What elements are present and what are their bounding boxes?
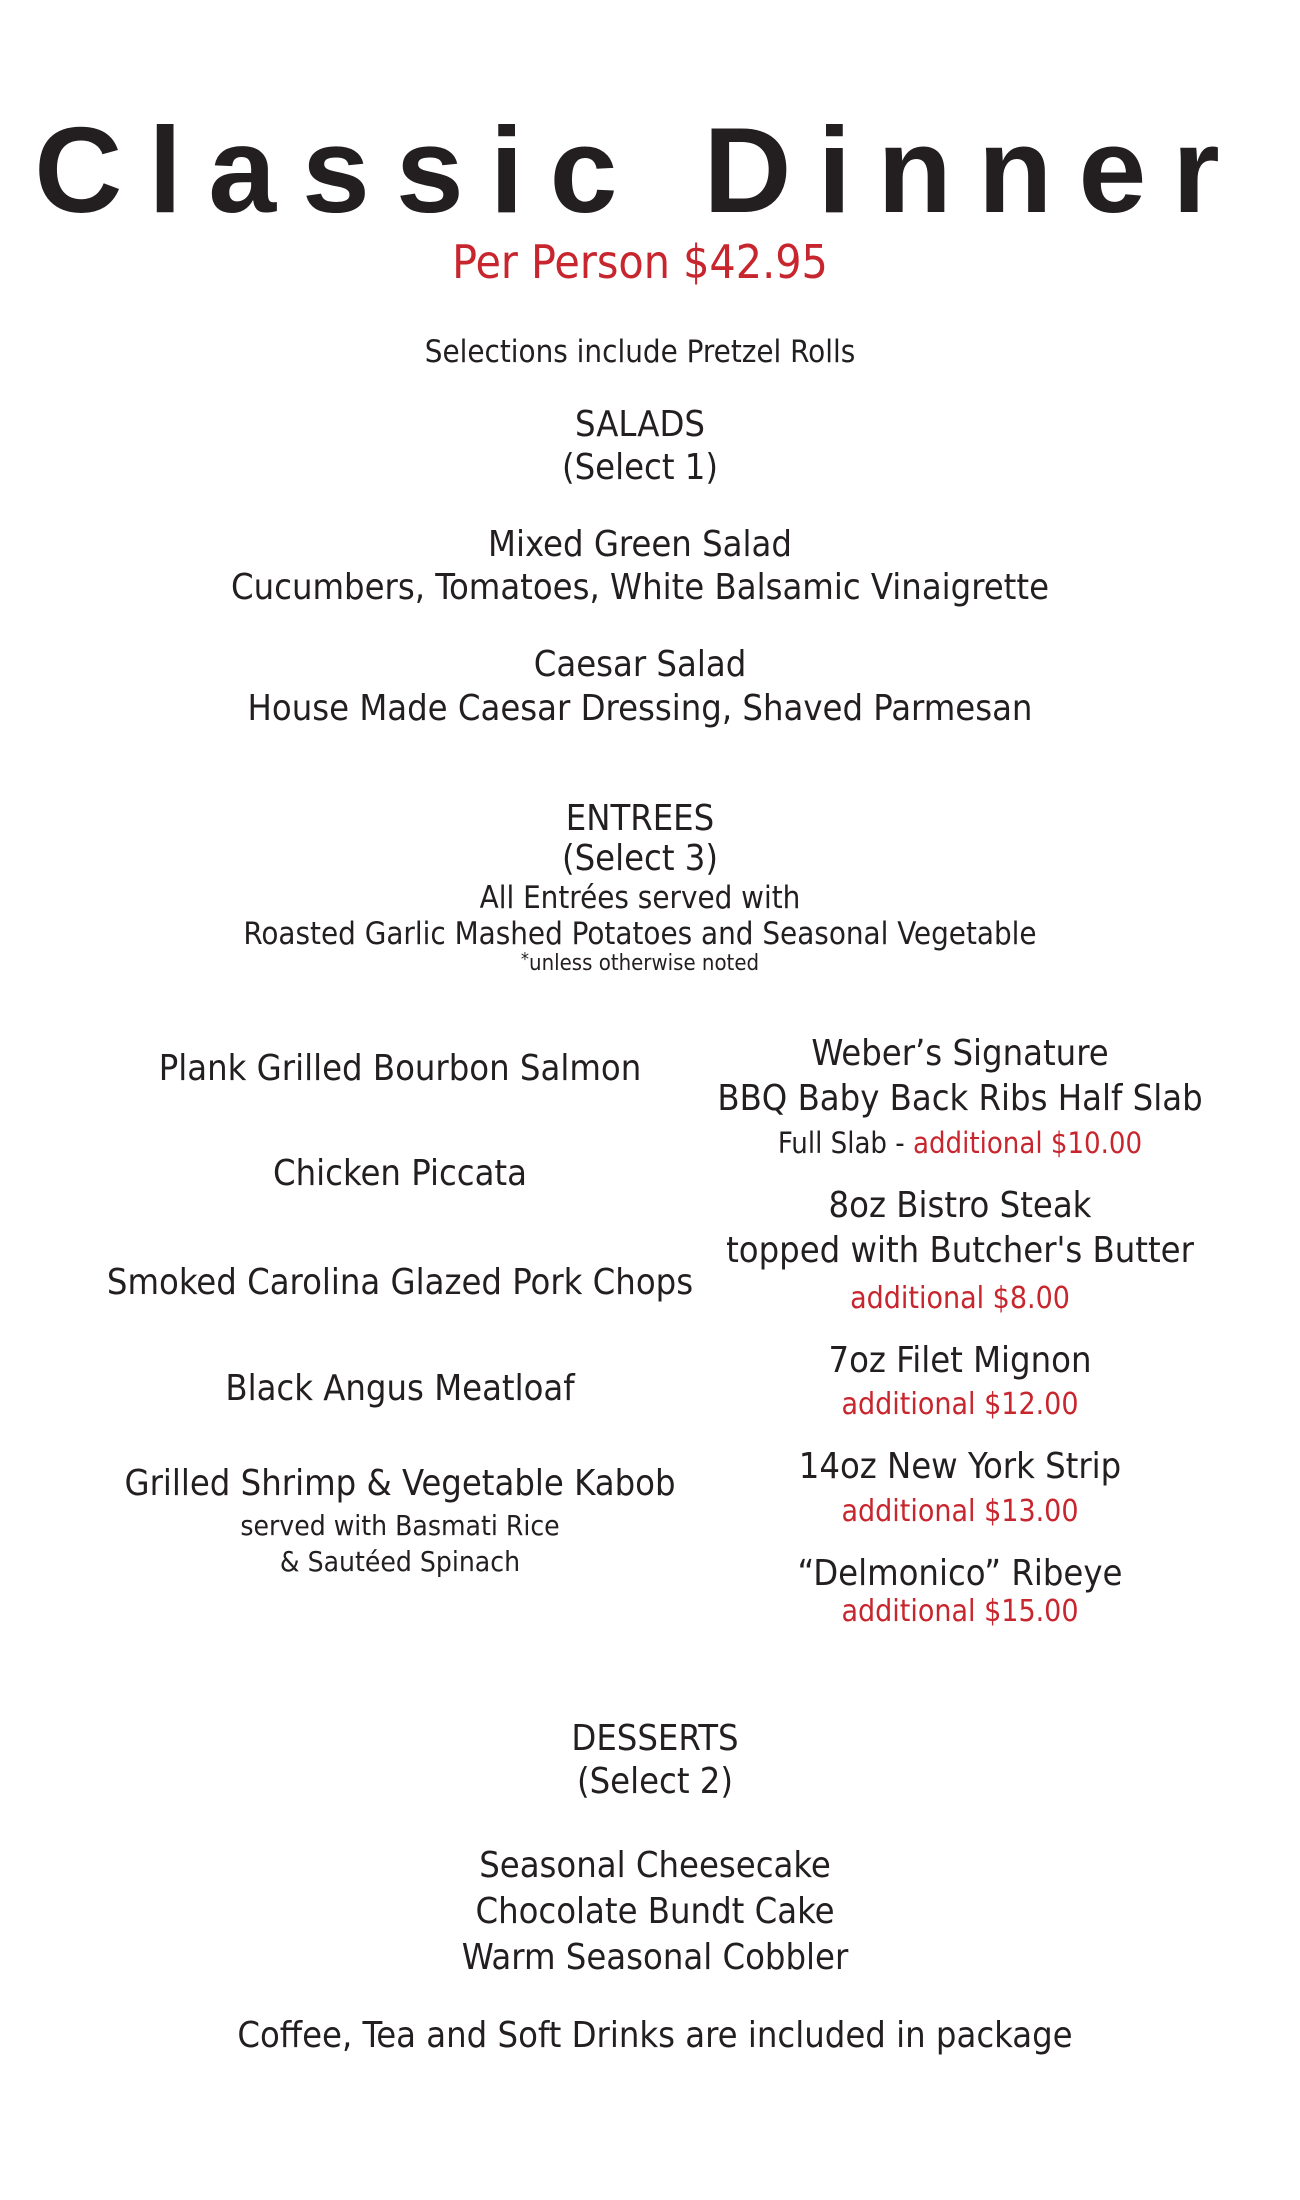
price-per-person: Per Person $42.95 bbox=[452, 235, 828, 289]
upgrade-price: additional $15.00 bbox=[841, 1594, 1079, 1629]
entree-item-line2: topped with Butcher's Butter bbox=[726, 1230, 1194, 1271]
entrees-heading: ENTREES bbox=[565, 798, 715, 839]
dessert-item: Warm Seasonal Cobbler bbox=[461, 1937, 849, 1978]
salad-name: Caesar Salad bbox=[533, 644, 747, 685]
entree-item: “Delmonico” Ribeye bbox=[797, 1553, 1123, 1594]
entree-item: Plank Grilled Bourbon Salmon bbox=[158, 1048, 642, 1089]
dessert-item: Seasonal Cheesecake bbox=[479, 1845, 831, 1886]
entree-item: 7oz Filet Mignon bbox=[828, 1340, 1092, 1381]
upgrade-price: additional $13.00 bbox=[841, 1494, 1079, 1529]
entrees-note-line1: All Entrées served with bbox=[479, 880, 801, 916]
entree-item: Black Angus Meatloaf bbox=[225, 1368, 575, 1409]
entrees-footnote bbox=[0, 951, 1280, 976]
entrees-note-line2: Roasted Garlic Mashed Potatoes and Seasonal Vegetable bbox=[243, 916, 1037, 952]
salads-select: (Select 1) bbox=[561, 447, 719, 488]
entree-item: Chicken Piccata bbox=[273, 1153, 527, 1194]
entree-item-desc: served with Basmati Rice bbox=[240, 1509, 560, 1542]
footer-note: Coffee, Tea and Soft Drinks are included in package bbox=[237, 2015, 1073, 2056]
upgrade-price: additional $10.00 bbox=[912, 1126, 1143, 1160]
salads-heading: SALADS bbox=[575, 404, 705, 445]
salad-desc: Cucumbers, Tomatoes, White Balsamic Vinaigrette bbox=[231, 567, 1049, 608]
upgrade-label: Full Slab - bbox=[777, 1126, 913, 1160]
entree-upgrade bbox=[680, 1126, 1240, 1160]
dessert-item: Chocolate Bundt Cake bbox=[475, 1891, 835, 1932]
entree-item: 14oz New York Strip bbox=[798, 1446, 1122, 1487]
upgrade-price: additional $8.00 bbox=[850, 1281, 1070, 1316]
entree-item: Weber’s Signature bbox=[811, 1033, 1109, 1074]
desserts-heading: DESSERTS bbox=[571, 1718, 739, 1759]
asterisk: * bbox=[520, 949, 530, 970]
footnote-text: unless otherwise noted bbox=[529, 951, 760, 976]
desserts-select: (Select 2) bbox=[576, 1761, 734, 1802]
upgrade-price: additional $12.00 bbox=[841, 1387, 1079, 1422]
entrees-select: (Select 3) bbox=[561, 838, 719, 879]
entree-item: 8oz Bistro Steak bbox=[828, 1185, 1092, 1226]
salad-desc: House Made Caesar Dressing, Shaved Parmesan bbox=[247, 688, 1033, 729]
page-title: Classic Dinner bbox=[34, 102, 1246, 238]
salad-name: Mixed Green Salad bbox=[488, 524, 792, 565]
entree-item-line2: BBQ Baby Back Ribs Half Slab bbox=[717, 1078, 1203, 1119]
intro-text: Selections include Pretzel Rolls bbox=[424, 334, 856, 370]
entree-item-desc: & Sautéed Spinach bbox=[279, 1545, 521, 1578]
entree-item: Smoked Carolina Glazed Pork Chops bbox=[106, 1262, 694, 1303]
entree-item: Grilled Shrimp & Vegetable Kabob bbox=[124, 1463, 676, 1504]
